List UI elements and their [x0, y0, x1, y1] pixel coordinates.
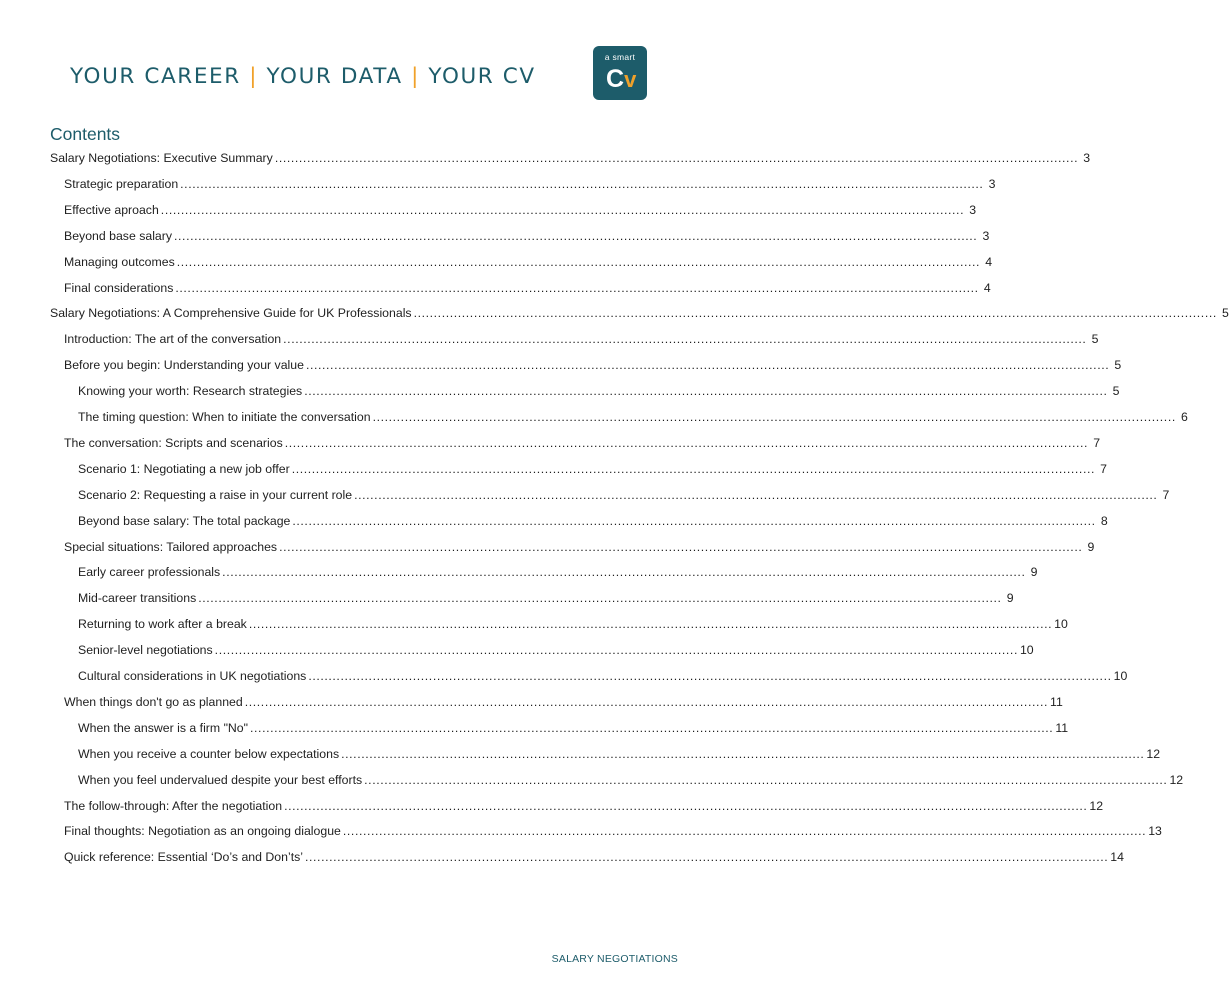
toc-entry-label: Salary Negotiations: Executive Summary	[50, 151, 273, 165]
toc-entry-page: 6	[1181, 410, 1188, 424]
toc-entry-page: 7	[1100, 461, 1107, 476]
toc-entry-label: Beyond base salary	[64, 228, 173, 243]
header-title-part: YOUR CV	[428, 64, 536, 89]
toc-entry[interactable]	[64, 329, 1099, 349]
toc-entry-page: 4	[983, 280, 991, 295]
toc-entry[interactable]	[64, 796, 1104, 816]
header-separator: |	[411, 64, 420, 89]
toc-entry-page: 3	[988, 176, 996, 191]
toc-entry-page: 14	[1110, 850, 1124, 865]
toc-entry-page: 12	[1089, 798, 1104, 813]
toc-entry[interactable]	[78, 718, 1069, 738]
toc-entry-page: 5	[1114, 358, 1122, 373]
header-separator: |	[249, 64, 259, 89]
toc-entry-page: 9	[1030, 565, 1038, 580]
toc-entry-label: Salary Negotiations: A Comprehensive Guide for UK Professionals	[50, 306, 412, 321]
toc-entry-page: 12	[1169, 772, 1184, 787]
toc-entry-page: 10	[1019, 643, 1034, 658]
toc-dot-leader: ........................................................................................................................................................................................................	[284, 798, 1088, 813]
toc-dot-leader: ........................................................................................................................................................................................................	[284, 435, 1089, 450]
toc-entry-page: 10	[1054, 617, 1068, 632]
toc-entry[interactable]	[64, 200, 977, 220]
toc-dot-leader: ........................................................................................................................................................................................................	[308, 669, 1112, 683]
toc-dot-leader: ........................................................................................................................................................................................................	[198, 591, 1002, 606]
toc-entry-page: 3	[982, 228, 990, 243]
toc-entry-label: Before you begin: Understanding your value	[64, 358, 304, 373]
toc-dot-leader: ........................................................................................................................................................................................................	[248, 617, 1053, 632]
toc-entry-label: Effective aproach	[64, 202, 159, 217]
toc-entry[interactable]	[78, 770, 1184, 790]
toc-entry[interactable]	[78, 614, 1068, 634]
toc-dot-leader: ........................................................................................................................................................................................................	[174, 228, 978, 243]
toc-dot-leader: ........................................................................................................................................................................................................	[341, 746, 1145, 761]
toc-entry-label: Strategic preparation	[64, 176, 179, 191]
toc-entry-label: Knowing your worth: Research strategies	[78, 384, 303, 399]
toc-dot-leader: ........................................................................................................................................................................................................	[413, 306, 1217, 321]
toc-entry-page: 5	[1112, 384, 1120, 399]
toc-entry[interactable]	[64, 278, 991, 298]
toc-entry-label: Scenario 1: Negotiating a new job offer	[78, 461, 290, 476]
toc-entry[interactable]	[78, 381, 1120, 401]
toc-entry-page: 13	[1148, 824, 1162, 839]
page-footer: SALARY NEGOTIATIONS	[551, 953, 678, 965]
toc-dot-leader: ........................................................................................................................................................................................................	[222, 565, 1026, 580]
toc-entry[interactable]	[64, 226, 990, 246]
toc-entry[interactable]	[64, 537, 1095, 557]
toc-dot-leader: ........................................................................................................................................................................................................	[160, 202, 965, 217]
toc-entry-label: Special situations: Tailored approaches	[64, 539, 278, 554]
toc-entry[interactable]	[78, 640, 1034, 660]
toc-dot-leader: ........................................................................................................................................................................................................	[180, 176, 984, 191]
toc-entry[interactable]	[64, 174, 996, 194]
toc-entry-label: The follow-through: After the negotiation	[64, 798, 283, 813]
toc-entry-page: 5	[1222, 306, 1229, 321]
header-title	[70, 64, 536, 89]
toc-entry[interactable]	[64, 847, 1124, 867]
toc-entry[interactable]	[64, 433, 1101, 453]
toc-entry-label: When things don't go as planned	[64, 694, 243, 709]
toc-entry-page: 9	[1087, 539, 1095, 554]
toc-entry-label: Cultural considerations in UK negotiations	[78, 669, 307, 683]
toc-dot-leader: ........................................................................................................................................................................................................	[304, 384, 1108, 399]
toc-dot-leader: ........................................................................................................................................................................................................	[305, 850, 1109, 865]
toc-entry-label: Managing outcomes	[64, 254, 175, 269]
toc-entry-label: The conversation: Scripts and scenarios	[64, 435, 283, 450]
toc-dot-leader: ........................................................................................................................................................................................................	[283, 332, 1087, 347]
toc-entry-page: 3	[1083, 151, 1091, 165]
toc-dot-leader: ........................................................................................................................................................................................................	[176, 254, 981, 269]
toc-entry-page: 7	[1162, 487, 1170, 502]
toc-heading: Contents	[50, 124, 121, 144]
toc-dot-leader: ........................................................................................................................................................................................................	[354, 487, 1158, 502]
toc-entry-page: 7	[1093, 435, 1101, 450]
header-title-part: YOUR CAREER	[70, 64, 241, 89]
toc-entry-label: Beyond base salary: The total package	[78, 513, 291, 528]
toc-entry-label: Final considerations	[64, 280, 174, 295]
toc-entry-page: 11	[1055, 720, 1069, 735]
logo-mark: Cv	[606, 65, 637, 93]
toc-dot-leader: ........................................................................................................................................................................................................	[364, 772, 1168, 787]
toc-entry[interactable]	[64, 692, 1063, 712]
toc-entry[interactable]	[78, 511, 1108, 531]
toc-entry[interactable]	[78, 744, 1161, 764]
toc-dot-leader: ........................................................................................................................................................................................................	[372, 410, 1176, 424]
toc-dot-leader: ........................................................................................................................................................................................................	[279, 539, 1083, 554]
toc-dot-leader: ........................................................................................................................................................................................................	[342, 824, 1147, 839]
toc-entry-label: The timing question: When to initiate the conversation	[78, 410, 371, 424]
toc-dot-leader: ........................................................................................................................................................................................................	[250, 720, 1054, 735]
toc-entry-page: 12	[1146, 746, 1161, 761]
toc-entry-label: Returning to work after a break	[78, 617, 247, 632]
toc-dot-leader: ........................................................................................................................................................................................................	[292, 513, 1096, 528]
toc-entry-page: 3	[969, 202, 977, 217]
toc-entry-page: 11	[1050, 694, 1063, 709]
toc-entry-page: 10	[1113, 669, 1128, 683]
toc-entry-label: Final thoughts: Negotiation as an ongoing dialogue	[64, 824, 341, 839]
toc-entry-label: Scenario 2: Requesting a raise in your current role	[78, 487, 353, 502]
toc-entry-label: When you feel undervalued despite your best efforts	[78, 772, 363, 787]
toc-entry[interactable]	[78, 588, 1014, 608]
toc-entry[interactable]	[78, 562, 1038, 582]
toc-entry-label: When the answer is a firm "No"	[78, 720, 249, 735]
toc-entry[interactable]	[64, 821, 1162, 841]
toc-entry-label: Senior-level negotiations	[78, 643, 213, 658]
toc-entry-page: 5	[1091, 332, 1099, 347]
toc-entry-label: When you receive a counter below expectations	[78, 746, 340, 761]
toc-entry-label: Early career professionals	[78, 565, 221, 580]
toc-entry[interactable]	[78, 407, 1188, 427]
toc-entry[interactable]	[78, 485, 1170, 505]
toc-dot-leader: ........................................................................................................................................................................................................	[305, 358, 1110, 373]
toc-entry[interactable]	[50, 303, 1229, 323]
smart-cv-logo	[593, 46, 647, 100]
toc-entry-label: Mid-career transitions	[78, 591, 197, 606]
toc-entry[interactable]	[78, 459, 1107, 479]
toc-dot-leader: ........................................................................................................................................................................................................	[214, 643, 1018, 658]
toc-entry[interactable]	[50, 148, 1091, 168]
logo-small-text: a smart	[604, 52, 636, 62]
toc-dot-leader: ........................................................................................................................................................................................................	[175, 280, 979, 295]
toc-dot-leader: ........................................................................................................................................................................................................	[291, 461, 1095, 476]
toc-entry-label: Introduction: The art of the conversation	[64, 332, 282, 347]
toc-dot-leader: ........................................................................................................................................................................................................	[244, 694, 1049, 709]
toc-entry-page: 8	[1100, 513, 1108, 528]
toc-entry[interactable]	[78, 666, 1128, 686]
toc-entry[interactable]	[64, 252, 993, 272]
toc-entry[interactable]	[64, 355, 1122, 375]
toc-entry-label: Quick reference: Essential ‘Do’s and Don’ts’	[64, 850, 303, 865]
header-title-part: YOUR DATA	[266, 64, 403, 89]
toc-dot-leader: ........................................................................................................................................................................................................	[274, 151, 1079, 165]
toc-entry-page: 4	[985, 254, 993, 269]
toc-entry-page: 9	[1006, 591, 1014, 606]
